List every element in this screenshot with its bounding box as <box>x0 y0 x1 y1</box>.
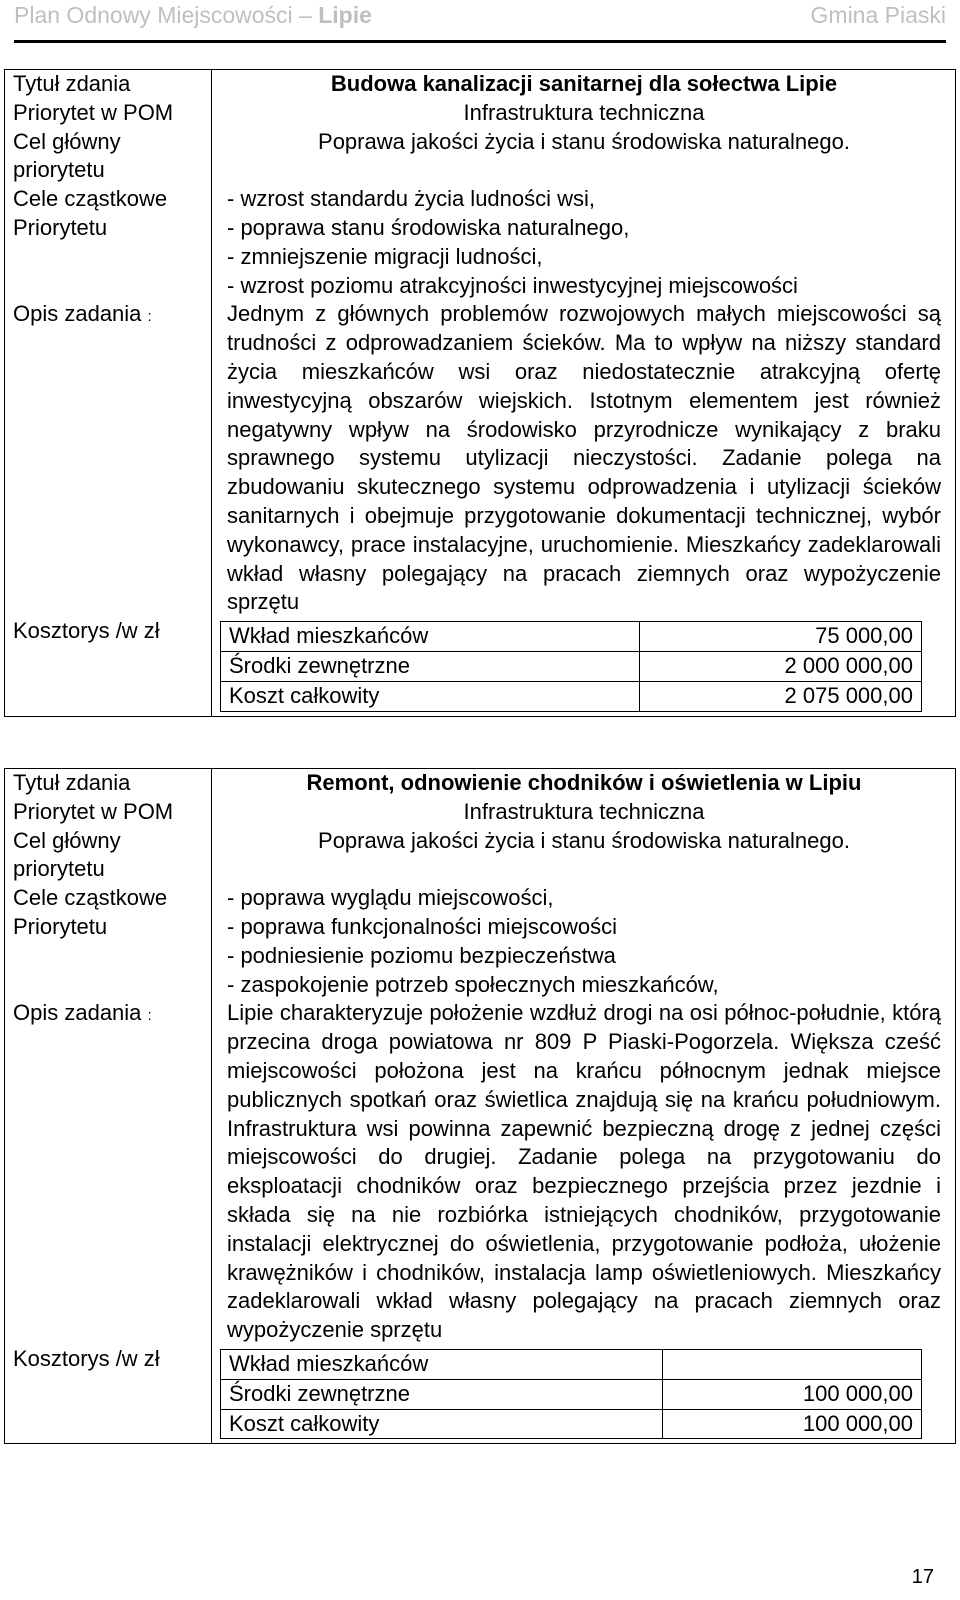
task-title: Budowa kanalizacji sanitarnej dla sołectwa Lipie <box>330 71 838 96</box>
cost-row <box>221 1409 922 1439</box>
cost-row <box>221 1349 922 1379</box>
label-main-goal: Cel główny priorytetu <box>5 128 212 186</box>
label-priority: Priorytet w POM <box>5 99 212 128</box>
sub-goal-item: - poprawa wyglądu miejscowości, <box>227 885 554 911</box>
municipality-name: Gmina Piaski <box>810 2 946 28</box>
cost-label: Koszt całkowity <box>221 681 640 711</box>
label-priority: Priorytet w POM <box>5 798 212 827</box>
task-title: Remont, odnowienie chodników i oświetlenia w Lipiu <box>306 770 862 795</box>
label-title: Tytuł zdania <box>5 70 212 99</box>
cost-value: 100 000,00 <box>662 1379 921 1409</box>
cost-label: Wkład mieszkańców <box>221 622 640 652</box>
label-title: Tytuł zdania <box>5 769 212 798</box>
label-sub-goals: Cele cząstkowe Priorytetu <box>5 884 212 999</box>
task-description: Lipie charakteryzuje położenie wzdłuż drogi na osi północ-południe, którą przecina droga powiatowa nr 809 P Piaski-Pogorzela. Większa cześć miejscowości położona jest na krańcu północnym jednak miejsce publicznych spotkań oraz świetlica znajdują się na krańcu południowym. Infrastruktura wsi powinna zapewnić bezpieczną drogę z jednej części miejscowości do drugiej. Zadanie polega na przygotowaniu do eksploatacji chodników oraz bezpiecznego przejścia przez jezdnie i składa się na nie rozbiórka istniejących chodników, przygotowanie instalacji elektrycznej do oświetlenia, przygotowanie podłoża, ułożenie krawężników i chodników, instalacja lamp oświetleniowych. Mieszkańcy zadeklarowali wkład własny polegający na pracach ziemnych oraz wypożyczenie sprzętu <box>227 1000 941 1343</box>
cost-value: 75 000,00 <box>640 622 922 652</box>
sub-goal-item: - wzrost standardu życia ludności wsi, <box>227 186 596 212</box>
cost-row <box>221 651 922 681</box>
cost-row <box>221 622 922 652</box>
sub-goal-item: - podniesienie poziomu bezpieczeństwa <box>227 942 616 968</box>
cost-table <box>220 1349 922 1439</box>
cost-value: 2 000 000,00 <box>640 651 922 681</box>
task-sub-goals <box>212 884 956 999</box>
sub-goal-item: - poprawa funkcjonalności miejscowości <box>227 913 618 939</box>
page-number: 17 <box>911 1566 934 1588</box>
cost-table <box>220 621 922 711</box>
task-table-1 <box>4 69 956 717</box>
cost-value: 2 075 000,00 <box>640 681 922 711</box>
cost-label: Środki zewnętrzne <box>221 1379 663 1409</box>
cost-cell <box>212 617 956 716</box>
task-priority: Infrastruktura techniczna <box>463 99 705 125</box>
label-description: Opis zadania : <box>5 999 212 1345</box>
sub-goal-item: - wzrost poziomu atrakcyjności inwestycyjnej miejscowości <box>227 272 798 298</box>
cost-value <box>662 1349 921 1379</box>
label-main-goal: Cel główny priorytetu <box>5 827 212 885</box>
task-main-goal: Poprawa jakości życia i stanu środowiska naturalnego. <box>318 128 850 154</box>
cost-label: Koszt całkowity <box>221 1409 663 1439</box>
cost-label: Środki zewnętrzne <box>221 651 640 681</box>
sub-goal-item: - poprawa stanu środowiska naturalnego, <box>227 214 630 240</box>
cost-value: 100 000,00 <box>662 1409 921 1439</box>
sub-goal-item: - zaspokojenie potrzeb społecznych mieszkańców, <box>227 971 719 997</box>
task-description: Jednym z głównych problemów rozwojowych małych miejscowości są trudności z odprowadzaniem ścieków. Ma to wpływ na niższy standard życia mieszkańców wsi oraz niedostatecznie atrakcyjną ofertę inwestycyjną obszarów wiejskich. Istotnym elementem jest również negatywny wpływ na środowisko przyrodnicze wynikający z braku sprawnego systemu utylizacji nieczystości. Zadanie polega na zbudowaniu skutecznego systemu odprowadzenia i utylizacji ścieków sanitarnych i obejmuje przygotowanie dokumentacji technicznej, wybór wykonawcy, prace instalacyjne, uruchomienie. Mieszkańcy zadeklarowali wkład własny polegający na pracach ziemnych oraz wypożyczenie sprzętu <box>227 301 941 615</box>
task-priority: Infrastruktura techniczna <box>463 798 705 824</box>
sub-goal-item: - zmniejszenie migracji ludności, <box>227 243 543 269</box>
label-cost: Kosztorys /w zł <box>5 1345 212 1444</box>
document-title: Plan Odnowy Miejscowości – Lipie <box>14 2 372 28</box>
task-main-goal: Poprawa jakości życia i stanu środowiska naturalnego. <box>318 827 850 853</box>
document-title-bold: Lipie <box>318 2 372 28</box>
cost-cell <box>212 1345 956 1444</box>
cost-label: Wkład mieszkańców <box>221 1349 663 1379</box>
label-cost: Kosztorys /w zł <box>5 617 212 716</box>
cost-row <box>221 1379 922 1409</box>
task-table-2 <box>4 768 956 1444</box>
cost-row <box>221 681 922 711</box>
page-header <box>14 0 946 43</box>
label-sub-goals: Cele cząstkowe Priorytetu <box>5 185 212 300</box>
task-sub-goals <box>212 185 956 300</box>
label-description: Opis zadania : <box>5 300 212 617</box>
